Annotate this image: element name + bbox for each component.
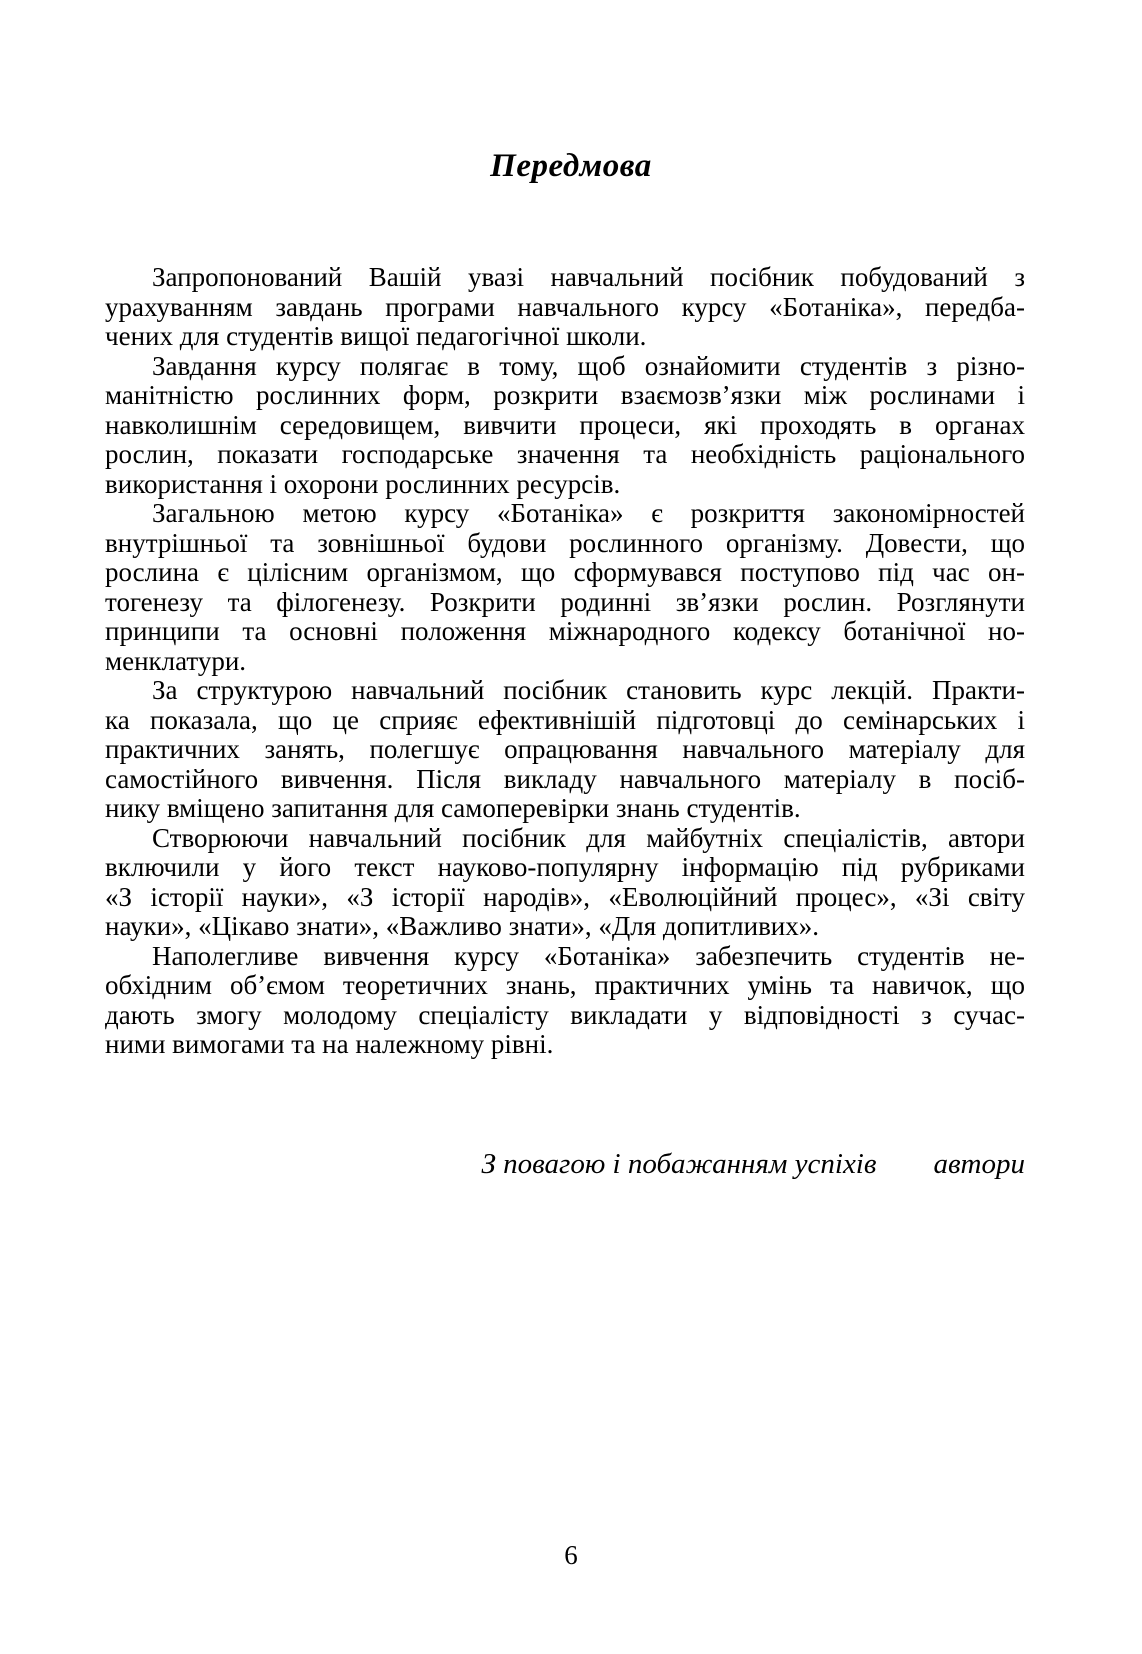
text-line: обхідним об’ємом теоретичних знань, практичних умінь та навичок, що (105, 970, 1025, 1000)
text-line: дають змогу молодому спеціалісту викладати у відповідності з сучас- (105, 999, 1025, 1030)
text-line: «З історії науки», «З історії народів», «Еволюційний процес», «Зі світу (105, 881, 1025, 912)
body-text (105, 263, 1025, 1060)
text-line: чених для студентів вищої педагогічної школи. (105, 321, 647, 351)
text-line: менклатури. (105, 645, 247, 676)
text-line: урахуванням завдань програми навчального курсу «Ботаніка», передба- (105, 291, 1025, 322)
text-line: манітністю рослинних форм, розкрити взаємозв’язки між рослинами і (105, 380, 1025, 410)
text-line: Наполегливе вивчення курсу «Ботаніка» забезпечить студентів не- (152, 940, 1025, 971)
text-line: Загальною метою курсу «Ботаніка» є розкриття закономірностей (152, 498, 1025, 528)
text-line: ка показала, що це сприяє ефективнішій підготовці до семінарських і (105, 704, 1025, 735)
text-line: принципи та основні положення міжнародного кодексу ботанічної но- (105, 616, 1025, 646)
signature-line (482, 1148, 1025, 1181)
text-line: науки», «Цікаво знати», «Важливо знати», «Для допитливих». (105, 911, 820, 941)
text-line: Створюючи навчальний посібник для майбутніх спеціалістів, автори (152, 822, 1025, 853)
text-line: За структурою навчальний посібник становить курс лекцій. Практи- (152, 675, 1025, 705)
text-line: самостійного вивчення. Після викладу навчального матеріалу в посіб- (105, 763, 1025, 794)
text-line: тогенезу та філогенезу. Розкрити родинні зв’язки рослин. Розглянути (105, 586, 1025, 617)
page-number: 6 (564, 1540, 578, 1570)
text-line: включили у його текст науково-популярну інформацію під рубриками (105, 852, 1025, 882)
page-title: Передмова (490, 148, 652, 184)
text-line: використання і охорони рослинних ресурсів. (105, 468, 621, 499)
text-line: навколишнім середовищем, вивчити процеси, які проходять в органах (105, 409, 1025, 440)
text-line: практичних занять, полегшує опрацювання навчального матеріалу для (105, 734, 1025, 764)
text-line: рослин, показати господарське значення та необхідність раціонального (105, 439, 1025, 469)
text-line: ними вимогами та на належному рівні. (105, 1029, 554, 1059)
text-line: нику вміщено запитання для самоперевірки знань студентів. (105, 793, 801, 823)
text-line: Завдання курсу полягає в тому, щоб ознайомити студентів з різно- (152, 350, 1025, 381)
text-line: внутрішньої та зовнішньої будови рослинного організму. Довести, що (105, 527, 1025, 558)
signature-text: З повагою і побажанням успіхів (481, 1148, 877, 1180)
text-line: Запропонований Вашій увазі навчальний посібник побудований з (152, 262, 1025, 292)
signature-author: автори (933, 1148, 1025, 1180)
text-line: рослина є цілісним організмом, що сформувався поступово під час он- (105, 557, 1025, 587)
